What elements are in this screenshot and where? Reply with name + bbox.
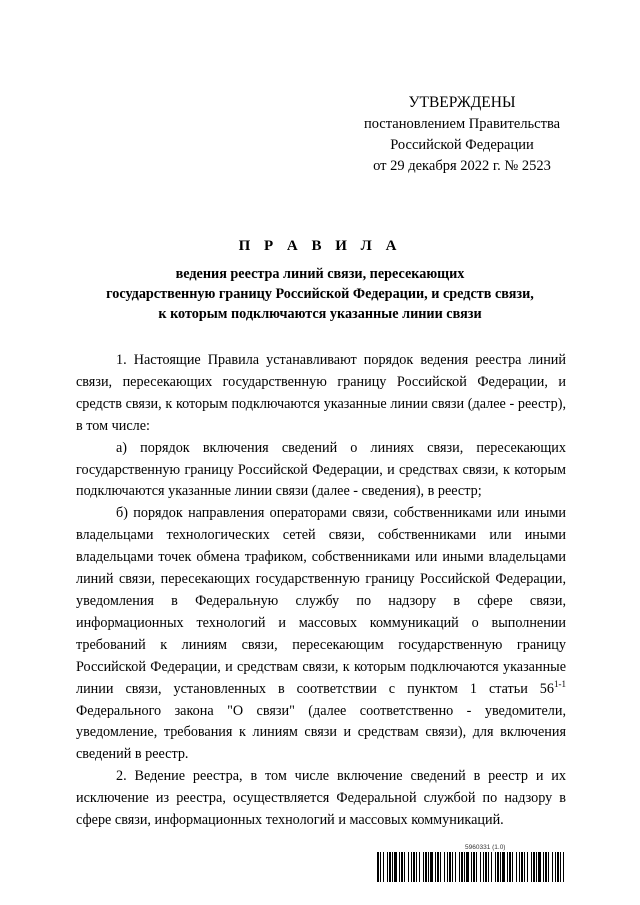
article-superscript: 1-1: [554, 678, 566, 689]
paragraph-1b-text-end: Федерального закона "О связи" (далее соответственно - уведомители, уведомление, требования к линиям связи и средствам связи), для включения сведений в реестр.: [76, 702, 566, 763]
approval-line: постановлением Правительства: [363, 116, 561, 132]
barcode-number: 5960331 (1.0): [465, 844, 506, 851]
paragraph-1a: а) порядок включения сведений о линиях связи, пересекающих государственную границу Российской Федерации, и средствах связи, к которым подключаются указанные линии связи (далее - сведения), в реестр;: [76, 439, 566, 500]
paragraph-1: 1. Настоящие Правила устанавливают порядок ведения реестра линий связи, пересекающих государственную границу Российской Федерации, и средств связи, к которым подключаются указанные линии связи (далее - реестр), в том числе:: [76, 352, 566, 434]
document-body: [76, 350, 566, 832]
approval-block: [352, 92, 572, 177]
paragraph-1b: [76, 503, 566, 766]
approval-line: от 29 декабря 2022 г. № 2523: [373, 158, 551, 174]
subtitle-line: к которым подключаются указанные линии связи: [158, 306, 482, 322]
approval-line: Российской Федерации: [390, 137, 534, 153]
paragraph-1b-text: б) порядок направления операторами связи, собственниками или иными владельцами технологических сетей связи, собственниками или иными владельцами точек обмена трафиком, собственниками или иными владельцами линий связи, пересекающих государственную границу Российской Федерации, уведомления в Федеральную службу по надзору в сфере связи, информационных технологий и массовых коммуникаций о выполнении требований к линиям связи, пересекающим государственную границу Российской Федерации, и средствам связи, к которым подключаются указанные линии связи, установленных в соответствии с пунктом 1 статьи 56: [76, 505, 566, 697]
paragraph-2: 2. Ведение реестра, в том числе включение сведений в реестр и их исключение из реестра, осуществляется Федеральной службой по надзору в сфере связи, информационных технологий и массовых коммуникаций.: [76, 768, 566, 829]
document-subtitle: [60, 264, 580, 324]
barcode-icon: [377, 852, 567, 882]
approval-title: УТВЕРЖДЕНЫ: [408, 94, 516, 111]
subtitle-line: государственную границу Российской Федерации, и средств связи,: [106, 286, 534, 302]
document-title: П Р А В И Л А: [238, 238, 402, 254]
subtitle-line: ведения реестра линий связи, пересекающих: [175, 266, 465, 282]
